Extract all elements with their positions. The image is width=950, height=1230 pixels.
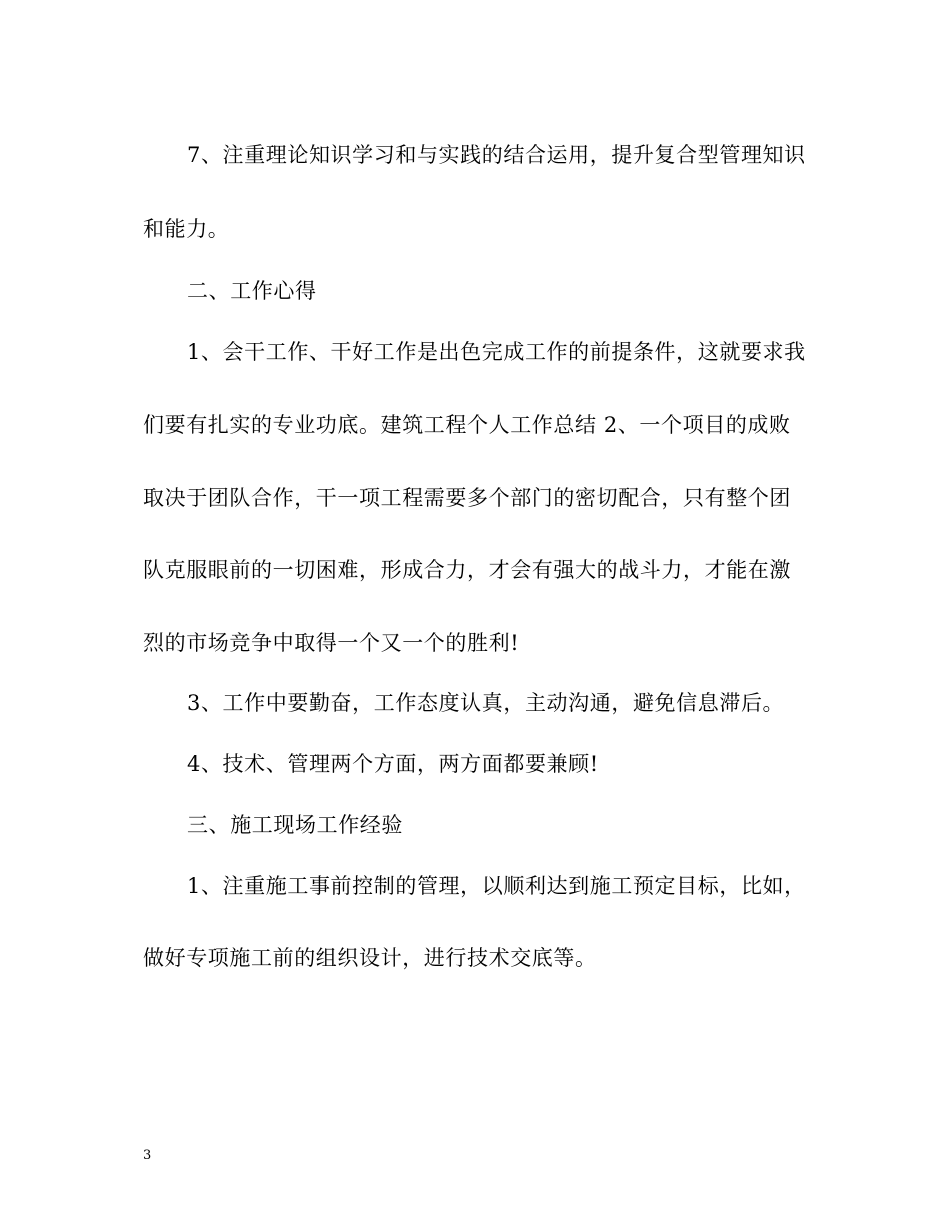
paragraph-line: 1、会干工作、干好工作是出色完成工作的前提条件，这就要求我	[187, 340, 806, 364]
section-heading: 三、施工现场工作经验	[187, 813, 403, 837]
paragraph-line: 做好专项施工前的组织设计，进行技术交底等。	[143, 946, 597, 970]
paragraph-line: 3、工作中要勤奋，工作态度认真，主动沟通，避免信息滞后。	[187, 691, 785, 715]
paragraph-line: 和能力。	[143, 217, 230, 241]
section-heading: 二、工作心得	[187, 279, 317, 303]
paragraph-line: 队克服眼前的一切困难，形成合力，才会有强大的战斗力，才能在激	[143, 558, 791, 582]
page-number: 3	[143, 1148, 152, 1163]
paragraph-line: 烈的市场竞争中取得一个又一个的胜利!	[143, 631, 520, 655]
paragraph-line: 们要有扎实的专业功底。建筑工程个人工作总结 2、一个项目的成败	[143, 413, 791, 437]
paragraph-line: 1、注重施工事前控制的管理，以顺利达到施工预定目标，比如，	[187, 874, 806, 898]
paragraph-line: 7、注重理论知识学习和与实践的结合运用，提升复合型管理知识	[187, 143, 806, 167]
paragraph-line: 4、技术、管理两个方面，两方面都要兼顾!	[187, 752, 599, 776]
paragraph-line: 取决于团队合作，干一项工程需要多个部门的密切配合，只有整个团	[143, 486, 791, 510]
